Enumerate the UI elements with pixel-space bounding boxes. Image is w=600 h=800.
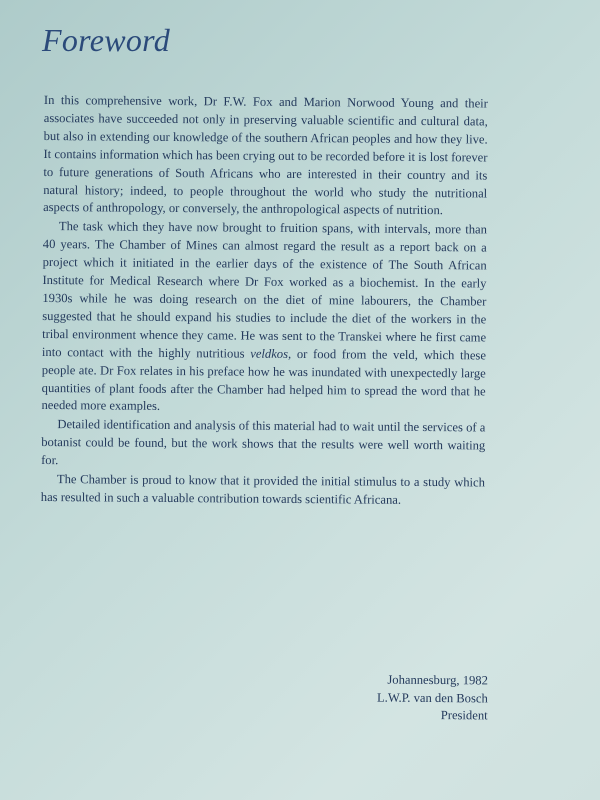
paragraph-2-text-before: The task which they have now brought to fruition spans, with intervals, more than 40 years. The Chamber of Mines can almost regard the result as a report back on a project which it initiated in the earlier days of the existence of The South African Institute for Medical Research where Dr Fox worked as a biochemist. In the early 1930s while he was doing research on the diet of mine labourers, the Chamber suggested that he should expand his studies to include the diet of the workers in the tribal environment whence they came. He was sent to the Transkei where he first came into contact with the highly nutritious [41,219,487,361]
signature-name: L.W.P. van den Bosch [377,690,489,705]
paragraph-3: Detailed identification and analysis of this material had to wait until the services of a botanist could be found, but the work shows that the results were well worth waiting for. [41,417,486,468]
signature-place-date: Johannesburg, 1982 [387,672,489,688]
paragraph-2 [41,218,487,418]
signature-block [377,672,488,725]
page-title: Foreword [42,22,171,58]
paragraph-4: The Chamber is proud to know that it provided the initial stimulus to a study which has resulted in such a valuable contribution towards scientific Africana. [40,472,486,507]
veldkos-term: veldkos, [250,346,292,361]
paragraph-1: In this comprehensive work, Dr F.W. Fox and Marion Norwood Young and their associates have succeeded not only in preserving valuable scientific and cultural data, but also in extending our knowledge of the southern African peoples and how they live. It contains information which has been crying out to be recorded before it is lost forever to future generations of South Africans who are interested in their country and its natural history; indeed, to people throughout the world who study the nutritional aspects of anthropology, or conversely, the anthropological aspects of nutrition. [43,92,488,218]
foreword-body [41,92,488,510]
signature-role: President [440,708,488,723]
paragraph-2-text-after: or food from the veld, which these people ate. Dr Fox relates in his preface how he was inundated with unexpectedly large quantities of plant foods after the Chamber had helped him to spread the word that he needed more examples. [41,346,487,414]
